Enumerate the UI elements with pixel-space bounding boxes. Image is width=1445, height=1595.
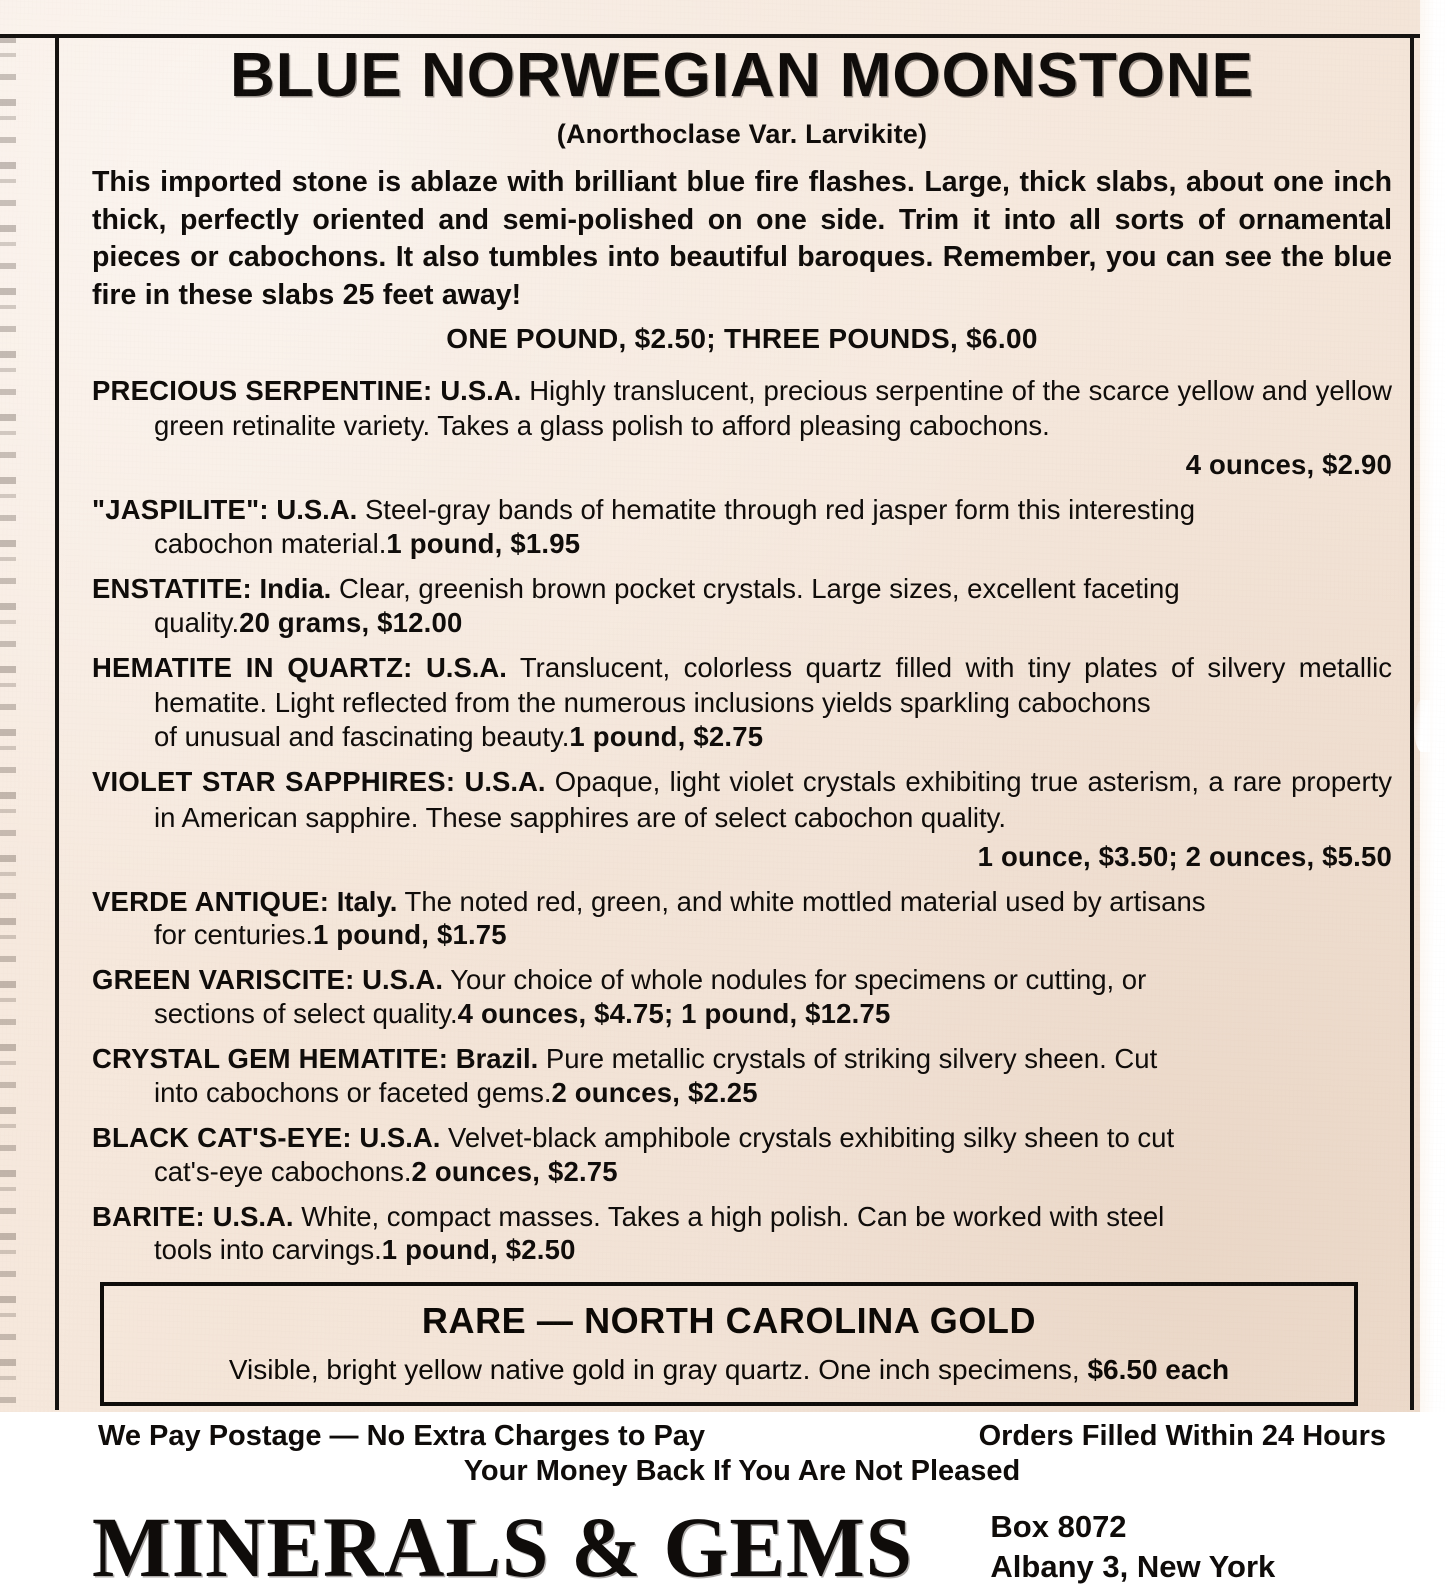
guarantee-block bbox=[92, 1420, 1392, 1488]
facing-page-bleed-marks bbox=[0, 36, 16, 1412]
product-price: 4 ounces, $4.75; 1 pound, $12.75 bbox=[457, 998, 891, 1030]
product-price: 2 ounces, $2.25 bbox=[551, 1076, 758, 1108]
product-description-tail: cat's-eye cabochons. bbox=[154, 1155, 412, 1187]
product-description: Translucent, colorless quartz filled with tiny plates of silvery metallic hematite. Light reflected from the numerous inclusions yields sparkling cabochons bbox=[154, 651, 1392, 719]
guarantee-postage: We Pay Postage — No Extra Charges to Pay bbox=[98, 1420, 706, 1453]
product-list bbox=[92, 373, 1392, 1267]
product-description: White, compact masses. Takes a high polish. Can be worked with steel bbox=[301, 1200, 1165, 1232]
product-description: Steel-gray bands of hematite through red jasper form this interesting bbox=[364, 494, 1195, 526]
product-price-leader-row bbox=[92, 1156, 1392, 1188]
gold-box-description-text: Visible, bright yellow native gold in gray quartz. One inch specimens, bbox=[228, 1354, 1088, 1386]
advertisement-content bbox=[92, 40, 1392, 1595]
product-price-leader-row bbox=[92, 721, 1392, 753]
product-lead-in bbox=[92, 494, 365, 525]
product-lead-in bbox=[92, 1201, 301, 1232]
product-lead-in bbox=[92, 964, 450, 995]
product-origin: U.S.A. bbox=[362, 964, 444, 996]
product-price: 2 ounces, $2.75 bbox=[411, 1155, 618, 1187]
product-description: Velvet-black amphibole crystals exhibiting silky sheen to cut bbox=[448, 1121, 1175, 1153]
guarantee-orders-filled: Orders Filled Within 24 Hours bbox=[978, 1420, 1386, 1453]
product-origin: U.S.A. bbox=[212, 1200, 294, 1232]
product-entry bbox=[92, 764, 1392, 873]
product-lead-in bbox=[92, 1043, 546, 1074]
product-price-leader-row bbox=[92, 528, 1392, 560]
product-price: 1 pound, $2.50 bbox=[381, 1234, 576, 1266]
page-trim-nick bbox=[1414, 700, 1430, 752]
product-name: "JASPILITE": bbox=[92, 494, 269, 526]
product-origin: Italy. bbox=[336, 885, 398, 917]
north-carolina-gold-box bbox=[100, 1282, 1358, 1406]
product-entry bbox=[92, 884, 1392, 952]
product-price: 20 grams, $12.00 bbox=[239, 606, 463, 638]
product-origin: U.S.A. bbox=[440, 374, 522, 406]
product-description-tail: sections of select quality. bbox=[154, 998, 458, 1030]
product-description-paragraph bbox=[92, 571, 1392, 607]
product-origin: U.S.A. bbox=[276, 494, 358, 526]
product-description-tail: cabochon material. bbox=[154, 527, 387, 559]
product-lead-in bbox=[92, 573, 339, 604]
product-description-paragraph bbox=[92, 1199, 1392, 1235]
product-entry bbox=[92, 571, 1392, 639]
product-price: 1 pound, $1.75 bbox=[312, 919, 507, 951]
product-origin: U.S.A. bbox=[425, 651, 507, 683]
company-footer bbox=[92, 1499, 1392, 1595]
product-description: Highly translucent, precious serpentine of the scarce yellow and yellow green retinalite variety. Takes a glass polish to afford pleasing cabochons. bbox=[154, 374, 1392, 442]
product-name: CRYSTAL GEM HEMATITE: bbox=[92, 1043, 449, 1075]
company-city-state: Albany 3, New York bbox=[990, 1549, 1276, 1585]
product-price: 1 pound, $2.75 bbox=[569, 721, 764, 753]
product-origin: U.S.A. bbox=[359, 1121, 441, 1153]
product-name: BARITE: bbox=[92, 1200, 205, 1232]
product-price-leader-row bbox=[92, 998, 1392, 1030]
product-entry bbox=[92, 492, 1392, 560]
gold-box-price: $6.50 each bbox=[1087, 1354, 1230, 1386]
product-description-tail: tools into carvings. bbox=[154, 1234, 382, 1266]
company-address bbox=[990, 1507, 1275, 1588]
product-entry bbox=[92, 962, 1392, 1030]
product-description-paragraph bbox=[92, 492, 1392, 528]
product-entry bbox=[92, 650, 1392, 754]
gold-box-title: RARE — NORTH CAROLINA GOLD bbox=[421, 1300, 1037, 1342]
product-description-tail: into cabochons or faceted gems. bbox=[154, 1076, 552, 1108]
product-lead-in bbox=[92, 766, 555, 797]
product-description: Your choice of whole nodules for specimens or cutting, or bbox=[450, 964, 1147, 996]
product-price: 1 pound, $1.95 bbox=[386, 527, 581, 559]
product-description-tail: for centuries. bbox=[154, 919, 313, 951]
product-description-paragraph bbox=[92, 650, 1392, 722]
product-price: 1 ounce, $3.50; 2 ounces, $5.50 bbox=[977, 840, 1392, 872]
product-price-leader-row bbox=[92, 919, 1392, 951]
product-description-paragraph bbox=[92, 1120, 1392, 1156]
product-description-paragraph bbox=[92, 764, 1392, 836]
gold-box-description bbox=[104, 1354, 1354, 1386]
company-box-number: Box 8072 bbox=[990, 1509, 1127, 1545]
product-description-paragraph bbox=[92, 884, 1392, 920]
product-description: Pure metallic crystals of striking silvery sheen. Cut bbox=[545, 1043, 1158, 1075]
product-entry bbox=[92, 373, 1392, 482]
company-logo: MINERALS & GEMS bbox=[92, 1499, 914, 1595]
frame-rule-left bbox=[55, 34, 59, 1410]
ad-intro-price: ONE POUND, $2.50; THREE POUNDS, $6.00 bbox=[446, 322, 1038, 354]
product-name: HEMATITE IN QUARTZ: bbox=[92, 651, 413, 683]
product-lead-in bbox=[92, 652, 520, 683]
product-description-paragraph bbox=[92, 373, 1392, 445]
ad-intro-paragraph: This imported stone is ablaze with brilliant blue fire flashes. Large, thick slabs, about one inch thick, perfectly oriented and semi-polished on one side. Trim it into all sorts of ornamental pieces or cabochons. It also tumbles into beautiful baroques. Remember, you can see the blue fire in these slabs 25 feet away! bbox=[92, 166, 1392, 312]
product-name: VIOLET STAR SAPPHIRES: bbox=[92, 766, 456, 798]
product-description-tail: quality. bbox=[154, 606, 240, 638]
product-name: BLACK CAT'S-EYE: bbox=[92, 1121, 352, 1153]
product-price-leader-row bbox=[92, 1077, 1392, 1109]
frame-rule-top bbox=[0, 34, 1445, 38]
product-description: The noted red, green, and white mottled material used by artisans bbox=[404, 885, 1206, 917]
product-entry bbox=[92, 1120, 1392, 1188]
product-entry bbox=[92, 1199, 1392, 1267]
product-price: 4 ounces, $2.90 bbox=[1185, 449, 1392, 481]
product-origin: Brazil. bbox=[455, 1043, 539, 1075]
product-description-paragraph bbox=[92, 1041, 1392, 1077]
product-description-tail: of unusual and fascinating beauty. bbox=[154, 721, 570, 753]
guarantee-money-back: Your Money Back If You Are Not Pleased bbox=[463, 1455, 1021, 1488]
product-price-leader-row bbox=[92, 1234, 1392, 1266]
ad-subheadline: (Anorthoclase Var. Larvikite) bbox=[556, 119, 928, 150]
product-origin: U.S.A. bbox=[464, 766, 546, 798]
product-name: VERDE ANTIQUE: bbox=[92, 885, 330, 917]
product-name: PRECIOUS SERPENTINE: bbox=[92, 374, 433, 406]
product-description-paragraph bbox=[92, 962, 1392, 998]
ad-headline: BLUE NORWEGIAN MOONSTONE bbox=[229, 41, 1255, 110]
product-lead-in bbox=[92, 375, 529, 406]
guarantee-row bbox=[92, 1420, 1392, 1453]
product-name: ENSTATITE: bbox=[92, 572, 252, 604]
product-origin: India. bbox=[259, 572, 332, 604]
product-lead-in bbox=[92, 1122, 448, 1153]
product-name: GREEN VARISCITE: bbox=[92, 964, 355, 996]
product-entry bbox=[92, 1041, 1392, 1109]
product-description: Opaque, light violet crystals exhibiting true asterism, a rare property in American sapphire. These sapphires are of select cabochon quality. bbox=[154, 766, 1392, 833]
product-description: Clear, greenish brown pocket crystals. Large sizes, excellent faceting bbox=[338, 572, 1180, 604]
product-lead-in bbox=[92, 886, 405, 917]
product-price-leader-row bbox=[92, 607, 1392, 639]
